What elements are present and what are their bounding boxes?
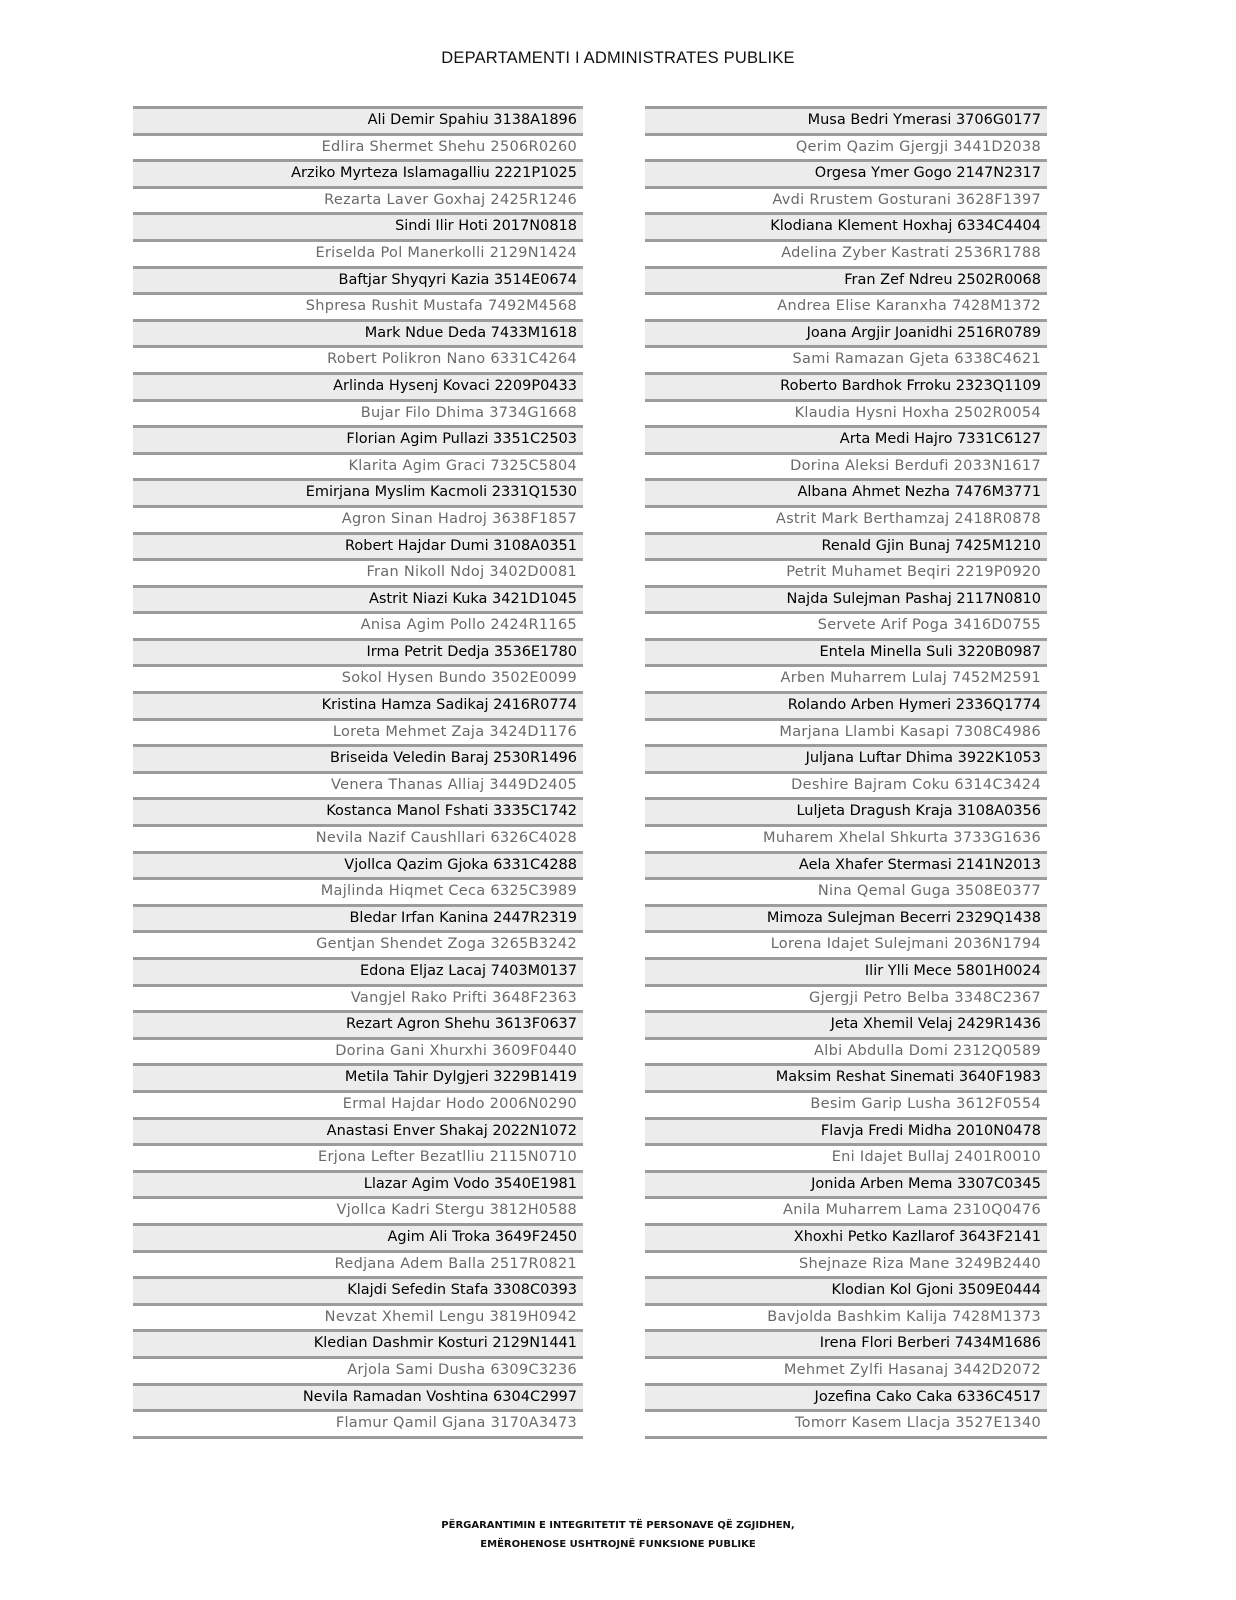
list-item: Agim Ali Troka 3649F2450 — [133, 1226, 583, 1253]
list-item: Ermal Hajdar Hodo 2006N0290 — [133, 1093, 583, 1120]
list-item: Musa Bedri Ymerasi 3706G0177 — [645, 109, 1047, 136]
list-item: Jonida Arben Mema 3307C0345 — [645, 1173, 1047, 1200]
list-item: Jozefina Cako Caka 6336C4517 — [645, 1386, 1047, 1413]
list-item: Metila Tahir Dylgjeri 3229B1419 — [133, 1066, 583, 1093]
list-item: Gjergji Petro Belba 3348C2367 — [645, 987, 1047, 1014]
list-item: Ali Demir Spahiu 3138A1896 — [133, 109, 583, 136]
list-item: Maksim Reshat Sinemati 3640F1983 — [645, 1066, 1047, 1093]
list-item: Eriselda Pol Manerkolli 2129N1424 — [133, 242, 583, 269]
list-item: Klarita Agim Graci 7325C5804 — [133, 455, 583, 482]
list-item: Dorina Aleksi Berdufi 2033N1617 — [645, 455, 1047, 482]
list-item: Arjola Sami Dusha 6309C3236 — [133, 1359, 583, 1386]
list-item: Kostanca Manol Fshati 3335C1742 — [133, 800, 583, 827]
list-item: Florian Agim Pullazi 3351C2503 — [133, 428, 583, 455]
page-footer — [0, 1516, 1236, 1554]
list-item: Vangjel Rako Prifti 3648F2363 — [133, 987, 583, 1014]
list-item: Sindi Ilir Hoti 2017N0818 — [133, 215, 583, 242]
list-item: Astrit Mark Berthamzaj 2418R0878 — [645, 508, 1047, 535]
list-item: Roberto Bardhok Frroku 2323Q1109 — [645, 375, 1047, 402]
list-item: Edlira Shermet Shehu 2506R0260 — [133, 136, 583, 163]
list-item: Bujar Filo Dhima 3734G1668 — [133, 402, 583, 429]
footer-line-2: EMËROHENOSE USHTROJNË FUNKSIONE PUBLIKE — [480, 1539, 756, 1550]
list-item: Majlinda Hiqmet Ceca 6325C3989 — [133, 880, 583, 907]
list-item: Shejnaze Riza Mane 3249B2440 — [645, 1253, 1047, 1280]
list-item: Tomorr Kasem Llacja 3527E1340 — [645, 1412, 1047, 1439]
list-item: Shpresa Rushit Mustafa 7492M4568 — [133, 295, 583, 322]
list-item: Baftjar Shyqyri Kazia 3514E0674 — [133, 269, 583, 296]
list-item: Marjana Llambi Kasapi 7308C4986 — [645, 721, 1047, 748]
list-item: Luljeta Dragush Kraja 3108A0356 — [645, 800, 1047, 827]
list-item: Sokol Hysen Bundo 3502E0099 — [133, 667, 583, 694]
list-item: Agron Sinan Hadroj 3638F1857 — [133, 508, 583, 535]
list-item: Gentjan Shendet Zoga 3265B3242 — [133, 933, 583, 960]
list-item: Arziko Myrteza Islamagalliu 2221P1025 — [133, 162, 583, 189]
list-item: Venera Thanas Alliaj 3449D2405 — [133, 774, 583, 801]
list-item: Nevzat Xhemil Lengu 3819H0942 — [133, 1306, 583, 1333]
list-item: Arben Muharrem Lulaj 7452M2591 — [645, 667, 1047, 694]
list-item: Emirjana Myslim Kacmoli 2331Q1530 — [133, 481, 583, 508]
list-item: Albi Abdulla Domi 2312Q0589 — [645, 1040, 1047, 1067]
list-item: Bavjolda Bashkim Kalija 7428M1373 — [645, 1306, 1047, 1333]
list-item: Anastasi Enver Shakaj 2022N1072 — [133, 1120, 583, 1147]
list-item: Llazar Agim Vodo 3540E1981 — [133, 1173, 583, 1200]
list-item: Avdi Rrustem Gosturani 3628F1397 — [645, 189, 1047, 216]
list-item: Astrit Niazi Kuka 3421D1045 — [133, 588, 583, 615]
list-item: Adelina Zyber Kastrati 2536R1788 — [645, 242, 1047, 269]
list-item: Deshire Bajram Coku 6314C3424 — [645, 774, 1047, 801]
list-item: Juljana Luftar Dhima 3922K1053 — [645, 747, 1047, 774]
list-item: Lorena Idajet Sulejmani 2036N1794 — [645, 933, 1047, 960]
list-item: Robert Hajdar Dumi 3108A0351 — [133, 535, 583, 562]
list-item: Jeta Xhemil Velaj 2429R1436 — [645, 1013, 1047, 1040]
list-item: Mimoza Sulejman Becerri 2329Q1438 — [645, 907, 1047, 934]
list-item: Rolando Arben Hymeri 2336Q1774 — [645, 694, 1047, 721]
list-item: Redjana Adem Balla 2517R0821 — [133, 1253, 583, 1280]
list-item: Petrit Muhamet Beqiri 2219P0920 — [645, 561, 1047, 588]
list-item: Klaudia Hysni Hoxha 2502R0054 — [645, 402, 1047, 429]
list-item: Joana Argjir Joanidhi 2516R0789 — [645, 322, 1047, 349]
list-item: Muharem Xhelal Shkurta 3733G1636 — [645, 827, 1047, 854]
list-item: Orgesa Ymer Gogo 2147N2317 — [645, 162, 1047, 189]
list-item: Bledar Irfan Kanina 2447R2319 — [133, 907, 583, 934]
list-item: Nina Qemal Guga 3508E0377 — [645, 880, 1047, 907]
list-item: Xhoxhi Petko Kazllarof 3643F2141 — [645, 1226, 1047, 1253]
footer-line-1: PËRGARANTIMIN E INTEGRITETIT TË PERSONAVE QË ZGJIDHEN, — [441, 1520, 795, 1531]
list-item: Irena Flori Berberi 7434M1686 — [645, 1332, 1047, 1359]
list-item: Arta Medi Hajro 7331C6127 — [645, 428, 1047, 455]
list-item: Klajdi Sefedin Stafa 3308C0393 — [133, 1279, 583, 1306]
list-item: Besim Garip Lusha 3612F0554 — [645, 1093, 1047, 1120]
list-item: Vjollca Qazim Gjoka 6331C4288 — [133, 854, 583, 881]
list-item: Andrea Elise Karanxha 7428M1372 — [645, 295, 1047, 322]
list-item: Fran Nikoll Ndoj 3402D0081 — [133, 561, 583, 588]
list-item: Edona Eljaz Lacaj 7403M0137 — [133, 960, 583, 987]
list-item: Servete Arif Poga 3416D0755 — [645, 614, 1047, 641]
list-item: Arlinda Hysenj Kovaci 2209P0433 — [133, 375, 583, 402]
list-item: Fran Zef Ndreu 2502R0068 — [645, 269, 1047, 296]
list-item: Flavja Fredi Midha 2010N0478 — [645, 1120, 1047, 1147]
list-item: Kristina Hamza Sadikaj 2416R0774 — [133, 694, 583, 721]
list-item: Ilir Ylli Mece 5801H0024 — [645, 960, 1047, 987]
list-item: Dorina Gani Xhurxhi 3609F0440 — [133, 1040, 583, 1067]
list-item: Briseida Veledin Baraj 2530R1496 — [133, 747, 583, 774]
list-item: Loreta Mehmet Zaja 3424D1176 — [133, 721, 583, 748]
list-item: Anisa Agim Pollo 2424R1165 — [133, 614, 583, 641]
list-item: Irma Petrit Dedja 3536E1780 — [133, 641, 583, 668]
list-item: Klodian Kol Gjoni 3509E0444 — [645, 1279, 1047, 1306]
list-item: Erjona Lefter Bezatlliu 2115N0710 — [133, 1146, 583, 1173]
list-item: Rezarta Laver Goxhaj 2425R1246 — [133, 189, 583, 216]
list-item: Entela Minella Suli 3220B0987 — [645, 641, 1047, 668]
list-item: Sami Ramazan Gjeta 6338C4621 — [645, 348, 1047, 375]
list-item: Eni Idajet Bullaj 2401R0010 — [645, 1146, 1047, 1173]
page-title: DEPARTAMENTI I ADMINISTRATES PUBLIKE — [441, 49, 795, 67]
list-item: Nevila Nazif Caushllari 6326C4028 — [133, 827, 583, 854]
list-item: Rezart Agron Shehu 3613F0637 — [133, 1013, 583, 1040]
list-item: Mehmet Zylfi Hasanaj 3442D2072 — [645, 1359, 1047, 1386]
list-item: Anila Muharrem Lama 2310Q0476 — [645, 1199, 1047, 1226]
list-item: Robert Polikron Nano 6331C4264 — [133, 348, 583, 375]
list-item: Najda Sulejman Pashaj 2117N0810 — [645, 588, 1047, 615]
list-item: Aela Xhafer Stermasi 2141N2013 — [645, 854, 1047, 881]
list-item: Flamur Qamil Gjana 3170A3473 — [133, 1412, 583, 1439]
list-item: Qerim Qazim Gjergji 3441D2038 — [645, 136, 1047, 163]
list-item: Mark Ndue Deda 7433M1618 — [133, 322, 583, 349]
list-item: Albana Ahmet Nezha 7476M3771 — [645, 481, 1047, 508]
list-item: Kledian Dashmir Kosturi 2129N1441 — [133, 1332, 583, 1359]
list-item: Vjollca Kadri Stergu 3812H0588 — [133, 1199, 583, 1226]
list-item: Renald Gjin Bunaj 7425M1210 — [645, 535, 1047, 562]
right-name-list — [645, 106, 1047, 1439]
left-name-list — [133, 106, 583, 1439]
list-item: Klodiana Klement Hoxhaj 6334C4404 — [645, 215, 1047, 242]
list-item: Nevila Ramadan Voshtina 6304C2997 — [133, 1386, 583, 1413]
